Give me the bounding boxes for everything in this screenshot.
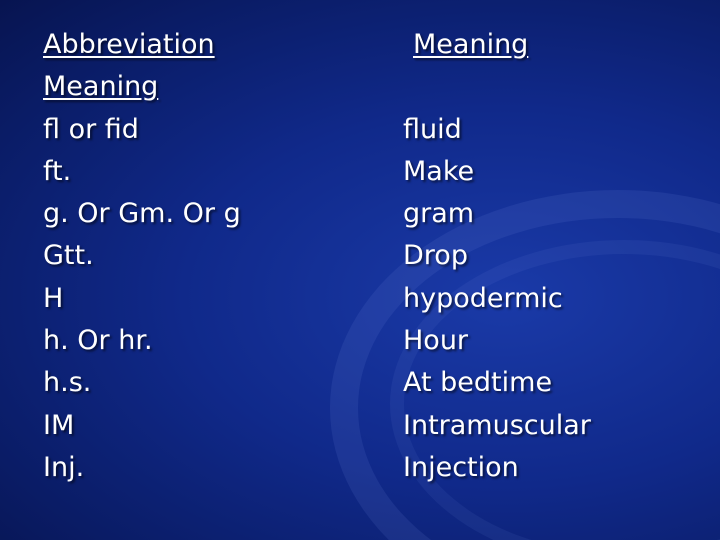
abbreviation-subheader: Meaning: [43, 71, 159, 103]
meaning-item: Injection: [403, 451, 519, 483]
abbreviation-item: Inj.: [43, 451, 85, 483]
meaning-item: gram: [403, 198, 475, 230]
abbreviation-item: h. Or hr.: [43, 325, 153, 357]
meaning-item: Drop: [403, 240, 468, 272]
meaning-header: Meaning: [413, 29, 529, 60]
abbreviation-item: h.s.: [43, 367, 92, 399]
abbreviation-item: IM: [43, 409, 75, 441]
meaning-item: fluid: [403, 113, 462, 145]
abbreviation-item: Gtt.: [43, 240, 94, 272]
meaning-item: At bedtime: [403, 367, 553, 399]
abbreviation-item: H: [43, 282, 64, 314]
abbreviation-item: fl or fid: [43, 113, 139, 145]
meaning-item: Hour: [403, 325, 469, 357]
meaning-spacer: [403, 66, 591, 108]
abbreviation-item: g. Or Gm. Or g: [43, 198, 241, 230]
meaning-item: Make: [403, 155, 475, 187]
abbreviation-header: Abbreviation: [43, 29, 215, 60]
meaning-item: hypodermic: [403, 282, 563, 314]
meaning-item: Intramuscular: [403, 409, 591, 441]
abbreviation-column: [43, 24, 241, 489]
abbreviation-item: ft.: [43, 155, 72, 187]
meaning-column: [403, 24, 591, 489]
